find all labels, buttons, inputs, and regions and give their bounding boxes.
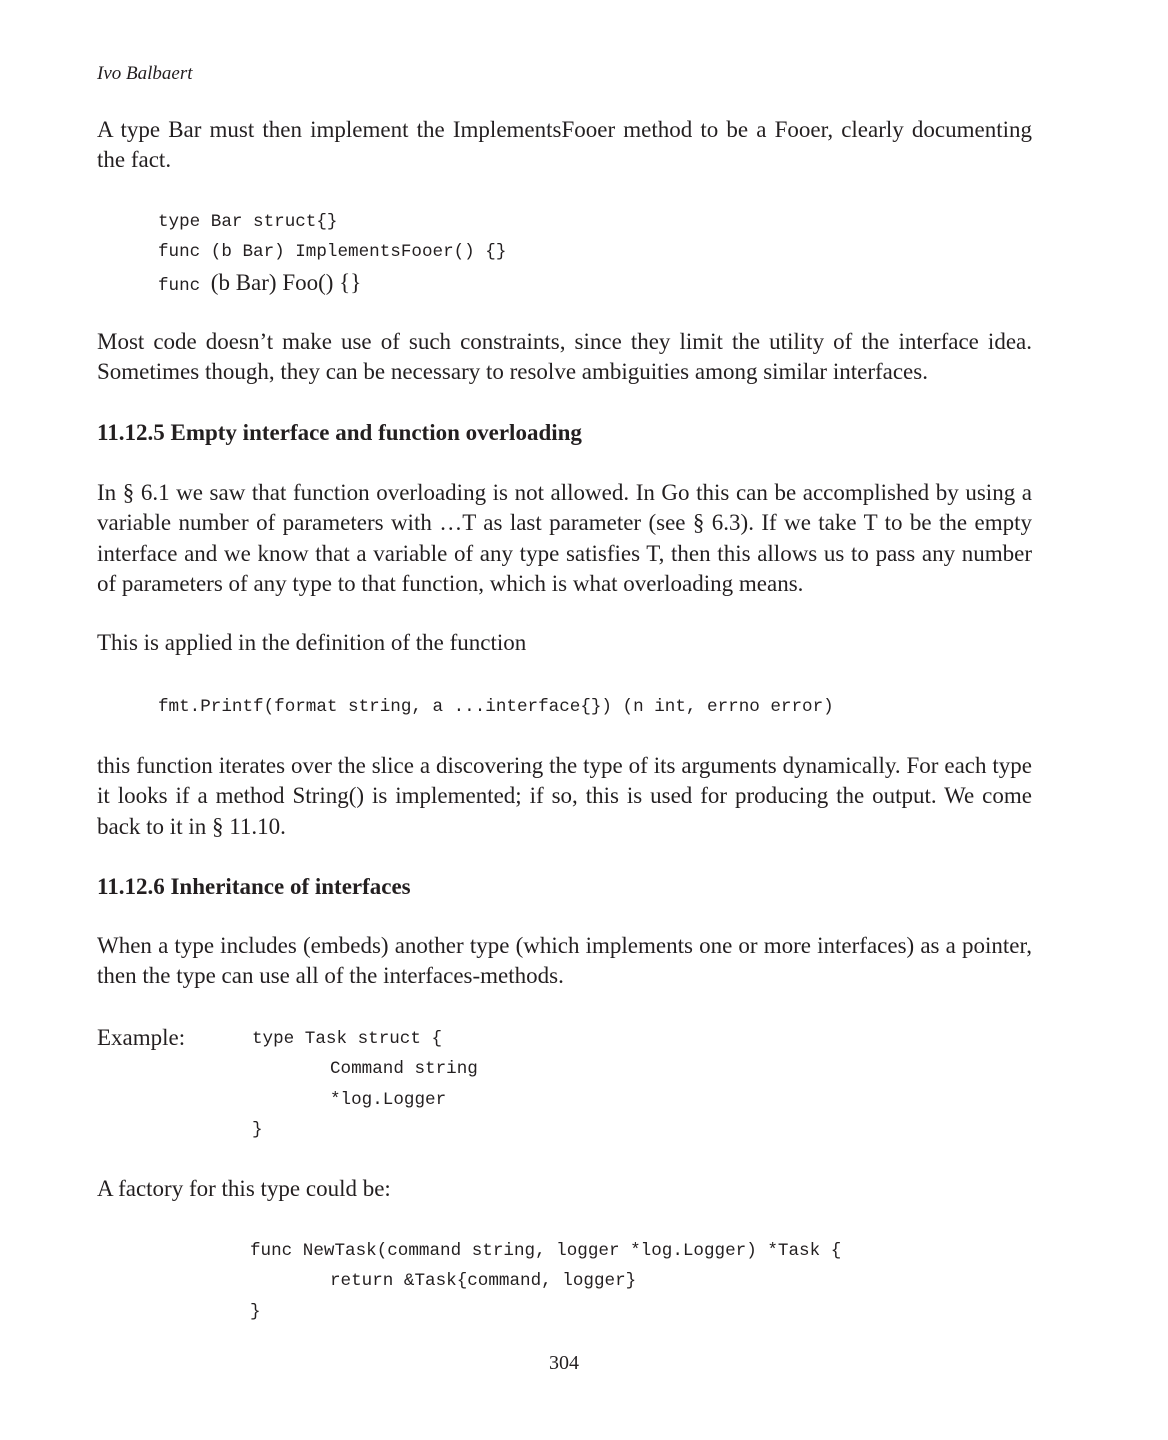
paragraph: This is applied in the definition of the function bbox=[97, 630, 527, 655]
page-number: 304 bbox=[549, 1352, 579, 1374]
code-line: type Bar struct{} bbox=[158, 212, 338, 232]
code-line: Command string bbox=[330, 1059, 478, 1080]
code-line bbox=[158, 268, 506, 301]
example-label: Example: bbox=[97, 1025, 186, 1050]
code-text: (b Bar) Foo() {} bbox=[210, 269, 362, 295]
code-block bbox=[250, 1236, 841, 1327]
code-line: } bbox=[252, 1119, 263, 1140]
paragraph: A type Bar must then implement the ImplementsFooer method to be a Fooer, clearly documenting the fact. bbox=[97, 117, 1032, 173]
section-heading: 11.12.6 Inheritance of interfaces bbox=[97, 874, 411, 899]
code-line: } bbox=[250, 1301, 261, 1322]
code-keyword: func bbox=[158, 275, 211, 296]
paragraph: In § 6.1 we saw that function overloading is not allowed. In Go this can be accomplished by using a variable number of parameters with …T as last parameter (see § 6.3). If we take T to be the empty interface and we know that a variable of any type satisfies T, then this allows us to pass any number of parameters of any type to that function, which is what overloading means. bbox=[97, 480, 1032, 596]
code-line: *log.Logger bbox=[330, 1089, 447, 1110]
paragraph: A factory for this type could be: bbox=[97, 1176, 391, 1201]
paragraph: Most code doesn’t make use of such constraints, since they limit the utility of the interface idea. Sometimes though, they can be necessary to resolve ambiguities among similar interfaces. bbox=[97, 329, 1032, 385]
section-heading: 11.12.5 Empty interface and function overloading bbox=[97, 420, 582, 445]
code-block bbox=[158, 207, 506, 301]
code-line: type Task struct { bbox=[252, 1029, 443, 1049]
code-line: func NewTask(command string, logger *log.Logger) *Task { bbox=[250, 1241, 842, 1261]
paragraph: When a type includes (embeds) another type (which implements one or more interfaces) as a pointer, then the type can use all of the interfaces-methods. bbox=[97, 933, 1032, 989]
running-header: Ivo Balbaert bbox=[97, 63, 193, 84]
code-block bbox=[252, 1024, 478, 1145]
code-line: return &Task{command, logger} bbox=[330, 1271, 637, 1292]
paragraph: this function iterates over the slice a discovering the type of its arguments dynamically. For each type it looks if a method String() is implemented; if so, this is used for producing the output. We come back to it in § 11.10. bbox=[97, 753, 1032, 839]
code-block: fmt.Printf(format string, a ...interface{}) (n int, errno error) bbox=[158, 697, 834, 717]
code-line: func (b Bar) ImplementsFooer() {} bbox=[158, 242, 507, 263]
